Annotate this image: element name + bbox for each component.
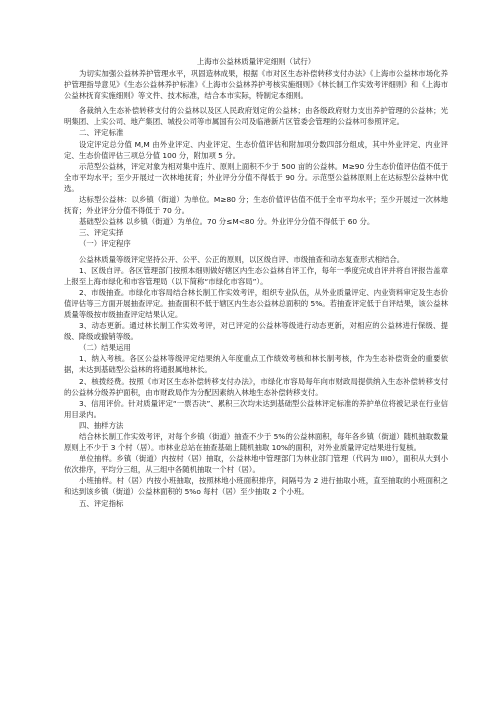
paragraph: 各裁纳入生态补偿转移支付的公益林以及区人民政府划定的公益林；由各级政府财力支出养护管理的公益林；光明集团、上实公司、地产集团、城投公司等市属国有公司及临港新片区管委会管理的公益林可参照评定。	[64, 106, 448, 127]
paragraph: 3、信用评价。针对质量评定“一票否决”、累积三次均未达到基础型公益林评定标准的养护单位将被记录在行业信用目录内。	[64, 398, 448, 419]
paragraph: 基础型公益林 以乡镇（街道）为单位。70 分≤M<80 分。外业评分分值不得低于 60 分。	[79, 217, 375, 227]
paragraph: （二）结果运用	[79, 343, 131, 353]
paragraph: 三、评定实择	[79, 228, 124, 238]
paragraph: 单位抽样。乡镇（街道）内按村（居）抽取，公益林地中管理部门为林业部门管理（代码为 III0），面积从大到小依次排序，平均分三组，从三组中各随机抽取一个村（居）。	[64, 454, 448, 475]
paragraph: 五、评定指标	[79, 498, 124, 508]
paragraph: 3、动态更新。通过林长制工作实效考评，对已评定的公益林等级进行动态更新，对相应的公益林进行保级、提级、降级或撤销等级。	[64, 321, 448, 342]
paragraph: 小班抽样。村（居）内按小班抽取，按照林地小班面积排序，间隔号为 2 进行抽取小班，直至抽取的小班面积之和达到该乡镇（街道）公益林面积的 5%o 每村（居）至少抽取 2 个小班。	[64, 476, 448, 497]
paragraph: 公益林质量等级评定坚持公开、公平、公正的原则，以区级自评、市级抽查和动态复查形式相结合。	[79, 254, 405, 264]
paragraph: （一）评定程序	[79, 239, 131, 249]
paragraph: 四、抽样方法	[79, 420, 124, 430]
paragraph: 二、评定标准	[79, 128, 124, 138]
paragraph: 设定评定总分值 M,M 由外业评定、内业评定、生态价值评估和附加项分数四部分组成，其中外业评定、内业评定、生态价值评估三项总分值 100 分，附加项 5 分。	[64, 139, 448, 160]
paragraph: 1、区级自评。各区管理部门按照本细则做好辖区内生态公益林自评工作，每年一季度完成自评并将自评报告盖章上报至上海市绿化和市容管理局（以下简称“市绿化市容局”）。	[64, 265, 448, 286]
paragraph: 为切实加强公益林养护管理水平，巩固造林成果，根据《市对区生态补偿转移支付办法》《上海市公益林市场化养护管理指导意见》《生态公益林养护标准》《上海市公益林养护考核实施细则》《林长制工作实效考评细则》和《上海市公益林抚育实施细则》等文件、技术标准，结合本市实际，特制定本细则。	[64, 69, 448, 101]
document-title: 上海市公益林质量评定细则（试行）	[196, 57, 316, 66]
document-body	[64, 68, 448, 509]
paragraph: 2、核拨经费。按照《市对区生态补偿转移支付办法》，市绿化市容局每年向市财政局提供纳入生态补偿转移支付的公益林分级养护面积，由市财政局作为分配因素纳入林地生态补偿转移支付。	[64, 376, 448, 397]
paragraph: 达标型公益林：以乡镇（街道）为单位。M≥80 分；生态价值评估值不低于全市平均水平；至少开展过一次林地抚育；外业评分分值不得低于 70 分。	[64, 195, 448, 216]
paragraph: 1、纳入考核。各区公益林等级评定结果纳入年度重点工作绩效考核和林长制考核，作为生态补偿资金的重要依据，未达到基础型公益林的将通报属地林长。	[64, 354, 448, 375]
paragraph: 结合林长制工作实效考评，对每个乡镇（街道）抽查不少于 5%的公益林面积，每年各乡镇（街道）随机抽取数量原则上不少于 3 个村（居）。市林业总站在抽查基础上随机抽取 10%的面积，对外业质量评定结果进行复核。	[64, 432, 448, 453]
paragraph: 示范型公益林，评定对象为相对集中连片、原则上面积不少于 500 亩的公益林。M≥90 分生态价值评估值不低于全市平均水平；至少开展过一次林地抚育；外业评分分值不得低于 90 分。示范型公益林原则上在达标型公益林中优选。	[64, 161, 448, 193]
paragraph: 2、市级抽查。市绿化市容局结合林长制工作实效考评，组织专业队伍，从外业质量评定、内业资料审定及生态价值评估等三方面开展抽查评定。抽查面积不低于辖区内生态公益林总面积的 5%。若抽查评定低于自评结果，该公益林质量等级按市级抽查评定结果认定。	[64, 287, 448, 319]
